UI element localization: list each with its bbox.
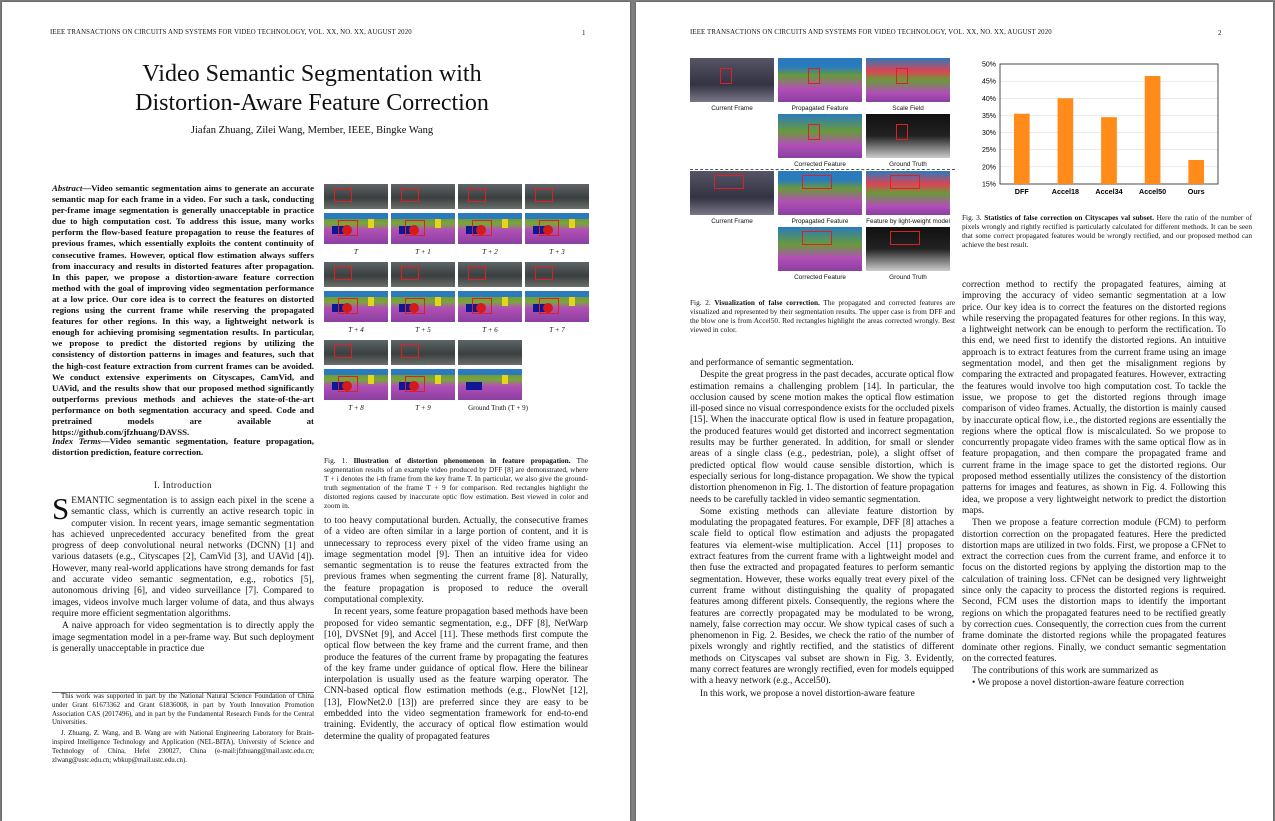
right-paragraph-1: to too heavy computational burden. Actually, the consecutive frames of a video are often similar in a large portion of content, and it is unnecessary to reprocess every pixel of the video frame using an image segmentation model [9]. Then an intuitive idea for video semantic segmentation is to reuse the features extracted from the previous frames when segmenting the current frame [8]. Naturally, the feature propagation is proposed to reduce the overall computational complexity. bbox=[324, 516, 588, 606]
index-terms bbox=[52, 436, 314, 458]
abstract bbox=[52, 183, 314, 438]
page-number: 1 bbox=[582, 29, 586, 37]
col2-paragraph-3: The contributions of this work are summarized as bbox=[972, 666, 1159, 677]
running-header: IEEE TRANSACTIONS ON CIRCUITS AND SYSTEMS FOR VIDEO TECHNOLOGY, VOL. XX, NO. XX, AUGUST 2020 bbox=[690, 29, 1052, 36]
figure-1-label: T + 8 bbox=[348, 404, 364, 412]
drop-cap: S bbox=[52, 491, 70, 526]
figure-1 bbox=[324, 184, 589, 444]
figure-2-label: Corrected Feature bbox=[794, 161, 846, 168]
figure-2-label: Ground Truth bbox=[889, 274, 927, 281]
fig3-caption-text: Here the ratio of the number of pixels wrongly and rightly rectified is particularly calculated for different methods. It can be seen that some correct propagated features would be wrongly rectified, and our proposed method can achieve the best result. bbox=[962, 213, 1252, 250]
figure-1-label: T + 3 bbox=[549, 248, 565, 256]
abstract-label: Abstract bbox=[52, 183, 83, 193]
footnote bbox=[52, 692, 314, 767]
fig1-caption-title: Illustration of distortion phenomenon in feature propagation. bbox=[353, 456, 571, 465]
bullet-text: We propose a novel distortion-aware feature correction bbox=[977, 678, 1184, 689]
fig2-label: Fig. 2. bbox=[690, 298, 711, 307]
intro-paragraph-1: EMANTIC segmentation is to assign each pixel in the scene a semantic class, which is currently an active research topic in computer vision. In recent years, image semantic segmentation has achieved unprecedented accuracy benefited from the great progress of deep convolutional neural networks (DCNN) [1] and various datasets (e.g., Cityscapes [2], CamVid [3], and UAVid [4]). However, many real-world applications have strong demands for fast and accurate video semantic segmentation, e.g., robotics [5], autonomous driving [6], and video surveillance [7]. Compared to images, videos involve much larger volume of data, and thus always require more efficient segmentation algorithms. bbox=[52, 496, 314, 619]
bar-accel34 bbox=[1101, 117, 1117, 184]
footnote-affiliation: J. Zhuang, Z. Wang, and B. Wang are with National Engineering Laboratory for Brain-inspired Intelligence Technology and Application (NEL-BITA), University of Science and Technology of China, Hefei 230027, China (e-mail:jfzhuang@mail.ustc.edu.cn; zlwang@ustc.edu.cn; wbkup@mail.ustc.edu.cn). bbox=[52, 730, 314, 764]
figure-2-label: Corrected Feature bbox=[794, 274, 846, 281]
col1-paragraph-1: Despite the great progress in the past decades, accurate optical flow estimation remains a challenging problem [14]. In particular, the occlusion caused by scene motion makes the optical flow estimation ill-posed since no visual correspondence exists for the occluded pixels [15]. When the inaccurate optical flow is used in feature propagation, the produced features would get distorted and incorrect segmentation results may be further generated. In addition, for small or slender areas of a single class (e.g., pedestrian, pole), a slight offset of predicted optical flow would cause sensible distortion, which is especially serious for long-distance propagation. We show the typical distortion phenomenon in Fig. 1. The distortion of feature propagation needs to be carefully tackled in video semantic segmentation. bbox=[690, 370, 954, 505]
figure-1-label: T + 2 bbox=[482, 248, 498, 256]
x-tick-label: Accel18 bbox=[1051, 187, 1079, 196]
x-tick-label: Accel50 bbox=[1139, 187, 1167, 196]
figure-1-frame bbox=[458, 262, 522, 322]
figure-2-label: Current Frame bbox=[711, 218, 753, 225]
figure-2-label: Propagated Feature bbox=[791, 218, 849, 225]
figure-1-label: T + 1 bbox=[415, 248, 431, 256]
y-tick-label: 15% bbox=[981, 181, 996, 189]
figure-2-panel bbox=[778, 171, 862, 215]
figure-2 bbox=[690, 58, 955, 288]
right-column-text bbox=[962, 280, 1226, 691]
col1-paragraph-3: In this work, we propose a novel distortion-aware feature bbox=[700, 688, 915, 699]
figure-1-caption bbox=[324, 456, 588, 511]
figure-2-label: Feature by light-weight model bbox=[866, 218, 950, 225]
figure-2-panel bbox=[778, 114, 862, 158]
index-terms-label: Index Terms bbox=[52, 436, 101, 446]
figure-2-label: Scale Field bbox=[892, 105, 924, 112]
y-tick-label: 20% bbox=[981, 164, 996, 172]
figure-1-label: T + 4 bbox=[348, 326, 364, 334]
figure-1-frame bbox=[525, 184, 589, 244]
figure-2-panel bbox=[690, 58, 774, 102]
figure-3-bar-chart bbox=[960, 58, 1232, 208]
authors: Jiafan Zhuang, Zilei Wang, Member, IEEE, Bingke Wang bbox=[190, 125, 434, 136]
y-tick-label: 35% bbox=[981, 112, 996, 120]
figure-2-caption bbox=[690, 298, 955, 334]
figure-1-label: Ground Truth (T + 9) bbox=[468, 404, 528, 412]
figure-1-frame bbox=[324, 340, 388, 400]
col2-paragraph-2: Then we propose a feature correction module (FCM) to perform distortion correction on the propagated features. Here the predicted distortion maps are utilized in two folds. First, we propose a CFNet to extract the correction cues from the current frame, and enforce it to focus on the distorted regions by applying the distortion map to the calculation of training loss. CFNet can be designed very lightweight since only the capacity to process the distorted regions is required. Second, FCM uses the distortion maps to identify the important regions on which the propagated features need to be rectified greatly by correction cues. Consequently, the correction cues from the current frame dominate the distorted regions while the propagated features dominate other regions. Finally, we conduct semantic segmentation on the corrected features. bbox=[962, 518, 1226, 664]
y-tick-label: 40% bbox=[981, 95, 996, 103]
figure-2-label: Propagated Feature bbox=[791, 105, 849, 112]
y-tick-label: 50% bbox=[981, 61, 996, 69]
figure-1-frame bbox=[391, 262, 455, 322]
fig2-caption-title: Visualization of false correction. bbox=[714, 298, 820, 307]
bar-ours bbox=[1188, 160, 1204, 184]
figure-2-panel bbox=[866, 227, 950, 271]
bullet-icon: • bbox=[972, 678, 976, 689]
paper-title bbox=[62, 60, 562, 118]
page-2 bbox=[636, 2, 1273, 821]
fig2-caption-text: The propagated and corrected features are visualized and represented by their segmentation results. The upper case is from DFF and the blow one is from Accel50. Red rectangles highlight the areas corrected wrongly. Best viewed in color. bbox=[690, 298, 955, 335]
figure-1-label: T + 5 bbox=[415, 326, 431, 334]
x-tick-label: Accel34 bbox=[1095, 187, 1123, 196]
y-tick-label: 30% bbox=[981, 130, 996, 138]
fig1-caption-text: The segmentation results of an example video produced by DFF [8] are demonstrated, where T + i denotes the i-th frame from the key frame T. In particular, we also give the ground-truth segmentation of the frame T + 9 for comparison. Red rectangles highlight the distorted regions caused by inaccurate optic flow estimation. Best viewed in color and zoom in. bbox=[324, 456, 589, 511]
running-header: IEEE TRANSACTIONS ON CIRCUITS AND SYSTEMS FOR VIDEO TECHNOLOGY, VOL. XX, NO. XX, AUGUST 2020 bbox=[50, 29, 412, 36]
figure-2-panel bbox=[690, 171, 774, 215]
figure-1-label: T + 9 bbox=[415, 404, 431, 412]
index-terms-text: —Video semantic segmentation, feature propagation, distortion prediction, feature correction. bbox=[52, 436, 314, 458]
figure-1-frame bbox=[525, 262, 589, 322]
right-paragraph-2: In recent years, some feature propagation based methods have been proposed for video semantic segmentation, e.g., DFF [8], NetWarp [10], DVSNet [9], and Accel [11]. These methods first compute the optical flow between the key frame and the current frame, and then produce the features of the current frame by propagating the features of the key frame under guidance of optical flow. Here the bilinear interpolation is usually used as the feature warping operator. The CNN-based optical flow estimation methods (e.g., FlowNet [12], [13], FlowNet2.0 [13]) are preferred since they are easy to be embedded into the video segmentation framework for end-to-end training. Evidently, the accuracy of optical flow estimation would determine the quality of propagated features bbox=[324, 607, 588, 742]
section-heading: I. Introduction bbox=[154, 480, 212, 490]
figure-1-frame bbox=[324, 184, 388, 244]
left-column-text bbox=[690, 358, 954, 701]
figure-2-label: Ground Truth bbox=[889, 161, 927, 168]
figure-1-label: T bbox=[354, 248, 358, 256]
figure-2-panel bbox=[778, 227, 862, 271]
col1-paragraph-0: and performance of semantic segmentation. bbox=[690, 358, 854, 368]
title-line-1: Video Semantic Segmentation with bbox=[142, 61, 482, 87]
x-tick-label: DFF bbox=[1014, 187, 1029, 196]
figure-3-caption bbox=[962, 213, 1252, 249]
figure-1-label: T + 7 bbox=[549, 326, 565, 334]
col1-paragraph-2: Some existing methods can alleviate feature distortion by modulating the propagated features. For example, DFF [8] attaches a scale field to optical flow estimation and adjusts the propagated features via element-wise multiplication. Accel [11] proposes to extract features from the current frame with a lightweight model and then fuse the extracted and propagated features to perform semantic segmentation. However, these works equally treat every pixel of the current frame without distinguishing the quality of propagated features among different pixels. Consequently, the regions where the features are correctly propagated may be modulated to be wrong, namely, false correction may occur. We show typical cases of such a phenomenon in Fig. 2. Besides, we check the ratio of the number of pixels wrongly and rightly rectified, and the statistics of different methods on Cityscapes val subset are shown in Fig. 3. Evidently, many correct features are wrongly rectified, even for models equipped with a heavy network (e.g., Accel50). bbox=[690, 506, 954, 687]
fig3-caption-title: Statistics of false correction on Cityscapes val subset. bbox=[984, 213, 1155, 222]
fig1-label: Fig. 1. bbox=[324, 456, 348, 465]
footnote-funding: This work was supported in part by the National Natural Science Foundation of China under Grant 61673362 and Grant 61836008, in part by Youth Innovation Promotion Association CAS (2017496), and in part by the Fundamental Research Funds for the Central Universities. bbox=[52, 693, 314, 727]
figure-1-frame bbox=[391, 340, 455, 400]
intro-text bbox=[52, 491, 314, 656]
bar-accel18 bbox=[1058, 98, 1074, 184]
figure-2-divider bbox=[690, 169, 955, 170]
figure-2-panel bbox=[866, 171, 950, 215]
figure-2-panel bbox=[866, 114, 950, 158]
figure-1-frame bbox=[391, 184, 455, 244]
x-tick-label: Ours bbox=[1187, 187, 1205, 196]
figure-2-label: Current Frame bbox=[711, 105, 753, 112]
abstract-text: —Video semantic segmentation aims to generate an accurate semantic map for each frame in a video. For such a task, conducting per-frame image segmentation is generally unacceptable in practice due to high computation cost. To address this issue, many works perform the flow-based feature propagation to reuse the features of previous frames, which essentially exploits the content continuity of consecutive frames. However, optical flow estimation always suffers from inaccuracy and results in distorted features after propagation. In this paper, we propose a distortion-aware feature correction method with the goal of improving video segmentation performance at a low price. Our core idea is to correct the features on distorted regions using the current frame while reserving the propagated features for other regions. In this way, a lightweight network is enough for achieving promising segmentation results. In particular, we propose to predict the distorted regions by utilizing the consistency of distortion patterns in images and features, such that the high-cost feature extraction from current frames can be avoided. We conduct extensive experiments on Cityscapes, CamVid, and UAVid, and the results show that our proposed method significantly outperforms previous methods and achieves the state-of-the-art performance on both segmentation accuracy and speed. Code and pretrained models are available at https://github.com/jfzhuang/DAVSS. bbox=[52, 183, 314, 438]
figure-1-frame bbox=[458, 340, 522, 400]
figure-1-label: T + 6 bbox=[482, 326, 498, 334]
figure-2-panel bbox=[866, 58, 950, 102]
bar-dff bbox=[1014, 114, 1030, 184]
right-column-text bbox=[324, 516, 588, 744]
figure-1-frame bbox=[458, 184, 522, 244]
intro-paragraph-2: A naive approach for video segmentation is to directly apply the image segmentation model in a per-frame way. But such deployment is generally unacceptable in practice due bbox=[52, 621, 314, 654]
bar-accel50 bbox=[1145, 76, 1161, 184]
figure-2-panel bbox=[778, 58, 862, 102]
page-number: 2 bbox=[1218, 29, 1222, 37]
col2-paragraph-1: correction method to rectify the propagated features, aiming at improving the accuracy of video semantic segmentation at a low price. Our key idea is to correct the features on the distorted regions while reserving the propagated features for other regions. In this way, a lightweight network can be enough to perform the rectification. To this end, we need first to identify the distorted regions. An intuitive approach is to extract features from the current frame using an image segmentation model, and then get the misalignment regions by comparing the extracted and propagated features. However, extracting the features would involve too high computation cost. To tackle the issue, we propose to get the distorted regions through image comparison of video frames. Actually, the distortion is mainly caused by inaccurate optical flow, i.e., the distorted regions are essentially the regions where the optical flow is miscalculated. So we propose to concurrently propagate video frames with the same optical flow as in feature propagation, and then compare the propagated frame and current frame in the image space to get the distorted regions. Our proposed method essentially utilizes the consistency of the distortion patterns for images and features, as shown in Fig. 4. Following this idea, we propose a very lightweight network to predict the distortion maps. bbox=[962, 280, 1226, 516]
fig3-label: Fig. 3. bbox=[962, 213, 982, 222]
contribution-bullet bbox=[962, 678, 1226, 689]
page-1 bbox=[2, 2, 630, 821]
y-tick-label: 45% bbox=[981, 78, 996, 86]
y-tick-label: 25% bbox=[981, 147, 996, 155]
figure-1-frame bbox=[324, 262, 388, 322]
title-line-2: Distortion-Aware Feature Correction bbox=[135, 90, 489, 116]
